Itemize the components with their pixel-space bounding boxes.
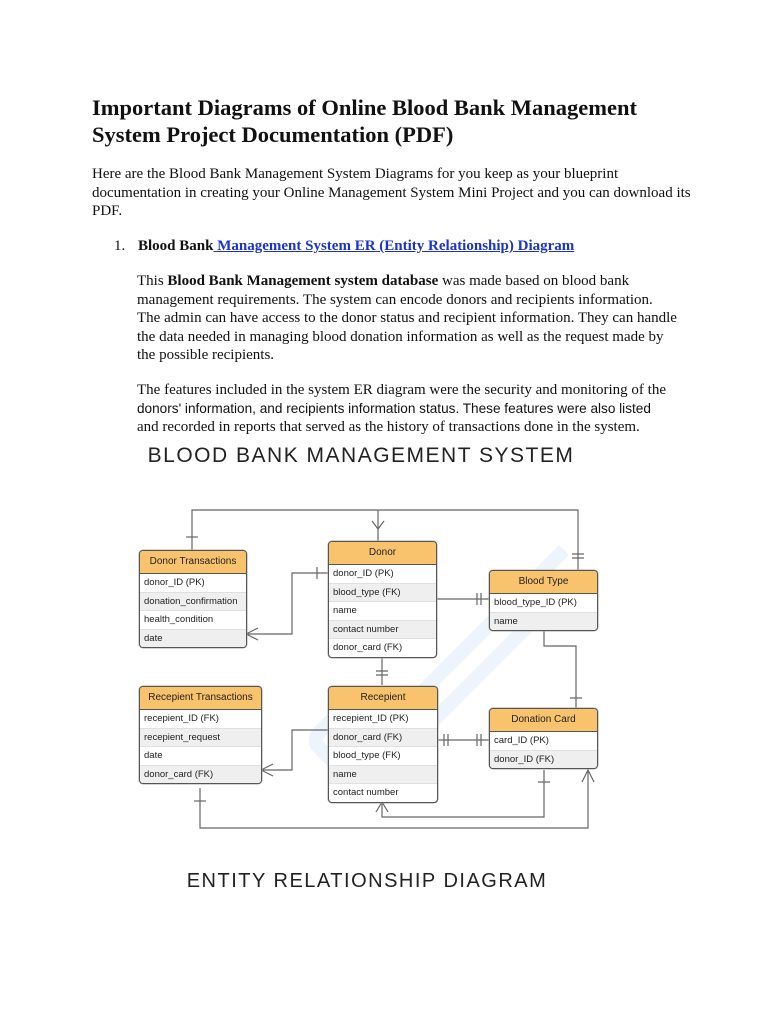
entity-field: date (140, 630, 246, 648)
para2-part3: and recorded in reports that served as the history of transactions done in the system. (137, 419, 640, 435)
diagram-title: BLOOD BANK MANAGEMENT SYSTEM (147, 444, 575, 467)
er-diagram-link[interactable]: Management System ER (Entity Relationship) Diagram (213, 238, 575, 254)
entity-donor-transactions[interactable] (139, 550, 247, 648)
entity-field: donation_confirmation (140, 593, 246, 612)
entity-recepient-transactions[interactable] (139, 686, 262, 784)
entity-field: donor_ID (FK) (490, 751, 597, 769)
entity-field: name (329, 602, 436, 621)
para1-post: was made based on blood bank management requirements. The system can encode donors and recipients information. The admin can have access to the donor status and recipient information. They can handle the data needed in managing blood donation information as well as the request made by the possible recipients. (137, 273, 677, 363)
entity-field: blood_type_ID (PK) (490, 594, 597, 613)
entity-field: donor_ID (PK) (140, 574, 246, 593)
features-paragraph (137, 381, 677, 437)
entity-header: Donation Card (490, 709, 597, 732)
entity-header: Donor Transactions (140, 551, 246, 574)
entity-header: Blood Type (490, 571, 597, 594)
diagram-subtitle: ENTITY RELATIONSHIP DIAGRAM (186, 870, 548, 892)
entity-field: donor_card (FK) (333, 642, 403, 654)
list-item (114, 237, 574, 255)
description-paragraph (137, 272, 677, 365)
entity-field: blood_type (FK) (329, 747, 437, 766)
entity-field: recepient_ID (PK) (329, 710, 437, 729)
entity-field: recepient_ID (FK) (140, 710, 261, 729)
list-bold-prefix: Blood Bank (138, 238, 214, 254)
entity-field: blood_type (FK) (329, 584, 436, 603)
entity-field: health_condition (140, 611, 246, 630)
entity-donor[interactable] (328, 541, 437, 658)
entity-header: Recepient Transactions (140, 687, 261, 710)
para2-part1: The features included in the system ER diagram were the security and monitoring of the (137, 382, 667, 398)
entity-blood-type[interactable] (489, 570, 598, 631)
entity-field: name (329, 766, 437, 785)
intro-paragraph: Here are the Blood Bank Management System Diagrams for you keep as your blueprint documentation in creating your Online Management System Mini Project and you can download its PDF. (92, 166, 691, 219)
entity-field: recepient_request (140, 729, 261, 748)
er-diagram (134, 440, 612, 910)
entity-field: donor_card (FK) (329, 729, 437, 748)
entity-field: card_ID (PK) (490, 732, 597, 751)
para1-pre: This (137, 273, 168, 289)
entity-field: donor_card (FK) (140, 766, 261, 784)
entity-recepient[interactable] (328, 686, 438, 803)
para2-part2: donors' information, and recipients information status. These features were also listed (137, 400, 651, 416)
entity-donation-card[interactable] (489, 708, 598, 769)
list-number: 1. (114, 238, 126, 254)
page-title: Important Diagrams of Online Blood Bank Management System Project Documentation (PDF) (92, 95, 638, 147)
entity-field: contact number (333, 787, 399, 799)
para1-bold: Blood Bank Management system database (167, 273, 439, 289)
entity-field: donor_ID (PK) (329, 565, 436, 584)
entity-field: date (140, 747, 261, 766)
entity-field: name (490, 613, 597, 631)
entity-header: Recepient (329, 687, 437, 710)
entity-field: contact number (329, 621, 436, 640)
entity-header: Donor (329, 542, 436, 565)
